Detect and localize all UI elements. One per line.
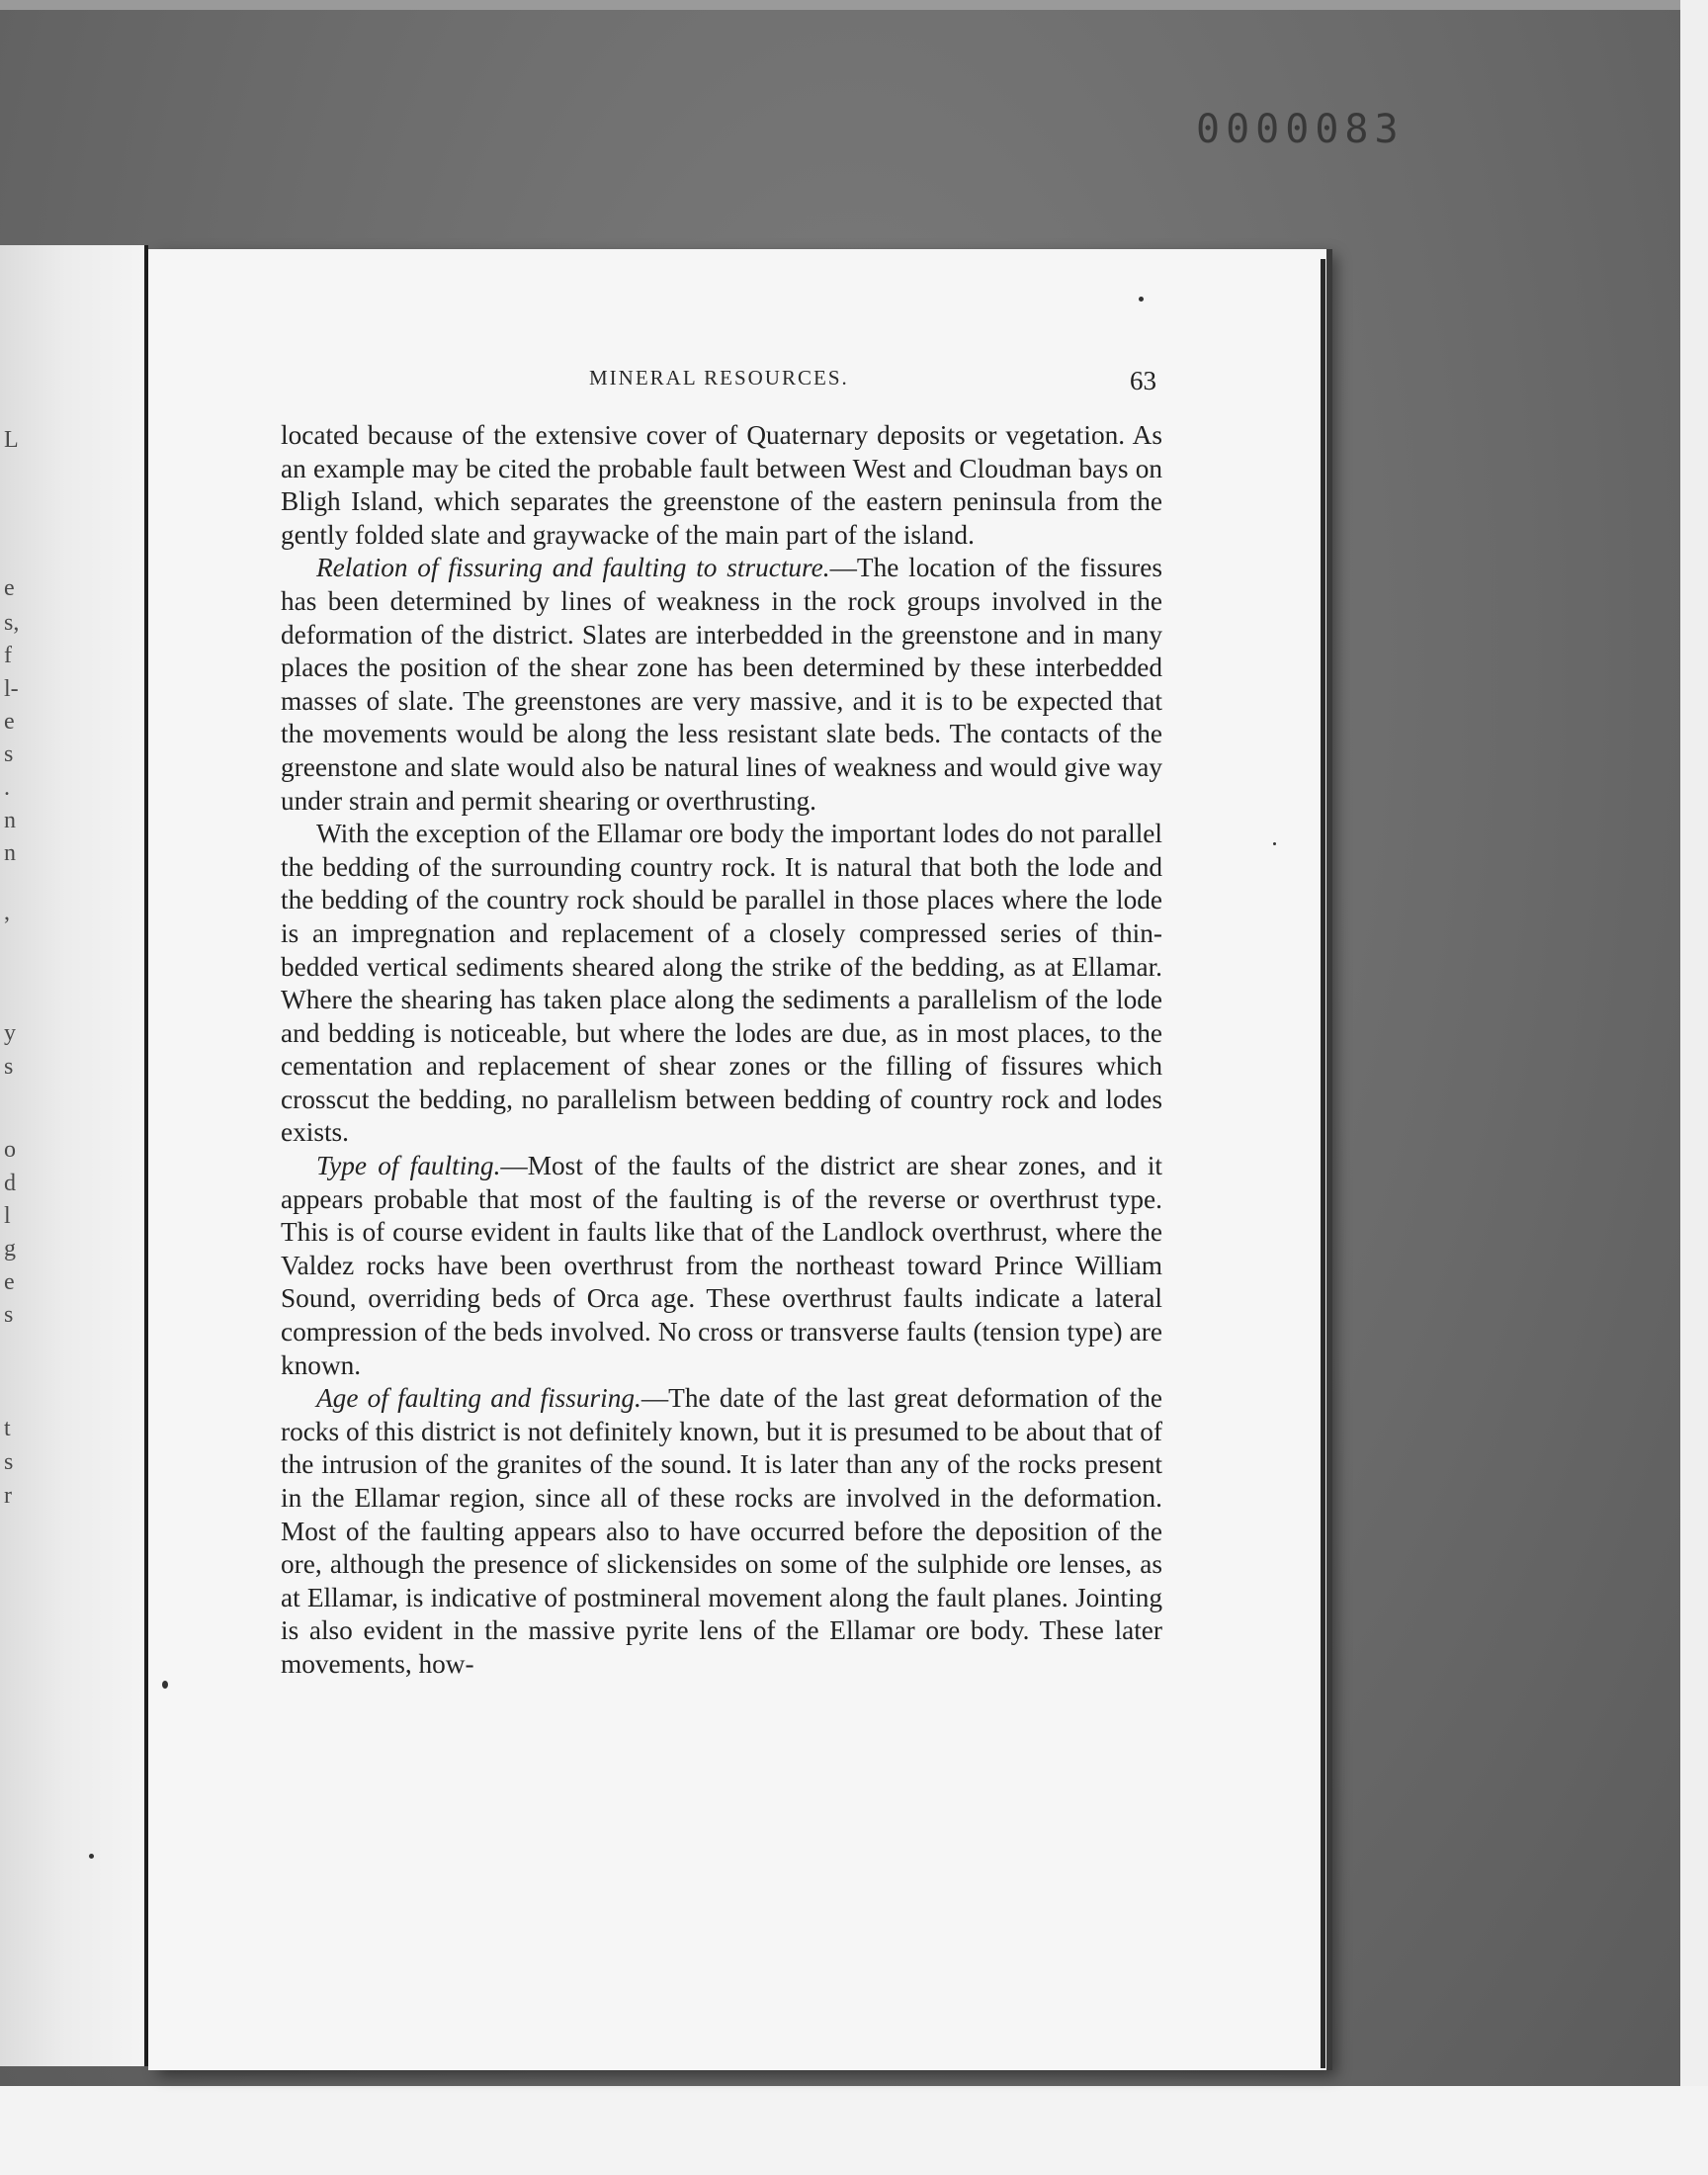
scan-speck xyxy=(162,1681,168,1689)
document-stamp-number: 0000083 xyxy=(1196,107,1405,152)
paragraph-age-of-faulting xyxy=(281,1382,1162,1681)
scan-speck xyxy=(1139,297,1144,302)
page-number: 63 xyxy=(1130,366,1156,395)
running-head: MINERAL RESOURCES. xyxy=(589,366,849,390)
fragment-line: n xyxy=(4,808,16,833)
paragraph-heading: Age of faulting and fissuring. xyxy=(316,1383,641,1414)
paragraph-heading: Relation of fissuring and faulting to structure. xyxy=(316,553,830,583)
fragment-line: e xyxy=(4,709,15,735)
fragment-line: o xyxy=(4,1137,16,1163)
fragment-line: f xyxy=(4,643,12,668)
body-text xyxy=(281,419,1162,1682)
fragment-line: s xyxy=(4,1302,14,1328)
paragraph-text: —The date of the last great deformation of the rocks of this district is not definitely known, but it is presumed to be about that of the intrusion of the granites of the sound. It is later than any of the rocks present in the Ellamar region, since all of these rocks are involved in the deformation. Most of the faulting appears also to have occurred before the deposition of the ore, although the presence of slickensides on some of the sulphide ore lenses, as at Ellamar, is indicative of postmineral movement along the fault planes. Jointing is also evident in the massive pyrite lens of the Ellamar ore body. These later movements, how- xyxy=(281,1383,1162,1679)
paragraph-text: With the exception of the Ellamar ore body the important lodes do not parallel the bedding of the surrounding country rock. It is natural that both the lode and the bedding of the country rock should be parallel in those places where the lode is an impregnation and replacement of a closely compressed series of thin-bedded vertical sediments sheared along the strike of the bedding, as at Ellamar. Where the shearing has taken place along the sediments a parallelism of the lode and bedding is noticeable, but where the lodes are due, as in most places, to the cementation and replacement of shear zones or the filling of fissures which crosscut the bedding, no parallelism between bedding of country rock and lodes exists. xyxy=(281,819,1162,1148)
fragment-line: e xyxy=(4,1269,15,1295)
fragment-line: g xyxy=(4,1236,16,1262)
scan-speck xyxy=(89,1854,94,1859)
fragment-line: s, xyxy=(4,610,20,636)
fragment-line: . xyxy=(4,775,10,801)
fragment-line: n xyxy=(4,840,16,866)
scan-top-edge xyxy=(0,0,1708,10)
paragraph-heading: Type of faulting. xyxy=(316,1151,501,1181)
fragment-line: l- xyxy=(4,676,19,702)
facing-page-strip xyxy=(0,245,146,2066)
fragment-line: y xyxy=(4,1020,16,1046)
paragraph-text: —Most of the faults of the district are shear zones, and it appears probable that most of the faulting is of the reverse or overthrust type. This is of course evident in faults like that of the Landlock overthrust, where the Valdez rocks have been overthrust from the northeast toward Prince William Sound, overriding beds of Orca age. These overthrust faults indicate a lateral compression of the beds involved. No cross or transverse faults (tension type) are known. xyxy=(281,1151,1163,1380)
page-right-edge xyxy=(1321,259,1325,2068)
paragraph-text: located because of the extensive cover of Quaternary deposits or vegetation. As an example may be cited the probable fault between West and Cloudman bays on Bligh Island, which separates the greenstone of the eastern peninsula from the gently folded slate and graywacke of the main part of the island. xyxy=(281,420,1162,550)
scan-right-margin xyxy=(1680,0,1708,2175)
scan-bottom-margin xyxy=(0,2086,1708,2175)
fragment-line: l xyxy=(4,1203,11,1229)
fragment-line: e xyxy=(4,575,15,601)
fragment-line: s xyxy=(4,1054,14,1080)
paragraph-type-of-faulting xyxy=(281,1150,1162,1382)
scan-speck xyxy=(1273,842,1276,845)
paragraph-relation-of-fissuring xyxy=(281,552,1162,818)
fragment-line: s xyxy=(4,741,14,767)
fragment-line: s xyxy=(4,1449,14,1475)
paragraph-text: —The location of the fissures has been determined by lines of weakness in the rock groups involved in the deformation of the district. Slates are interbedded in the greenstone and in many places the position of the shear zone has been determined by these interbedded masses of slate. The greenstones are very massive, and it is to be expected that the movements would be along the less resistant slate beds. The contacts of the greenstone and slate would also be natural lines of weakness and would give way under strain and permit shearing or overthrusting. xyxy=(281,553,1163,816)
fragment-line: , xyxy=(4,900,10,925)
fragment-line: t xyxy=(4,1416,11,1441)
fragment-line: r xyxy=(4,1483,12,1509)
paragraph-ellamar-lodes xyxy=(281,818,1162,1150)
fragment-line: L xyxy=(4,427,19,453)
paragraph-continued xyxy=(281,419,1162,552)
fragment-line: d xyxy=(4,1171,16,1196)
